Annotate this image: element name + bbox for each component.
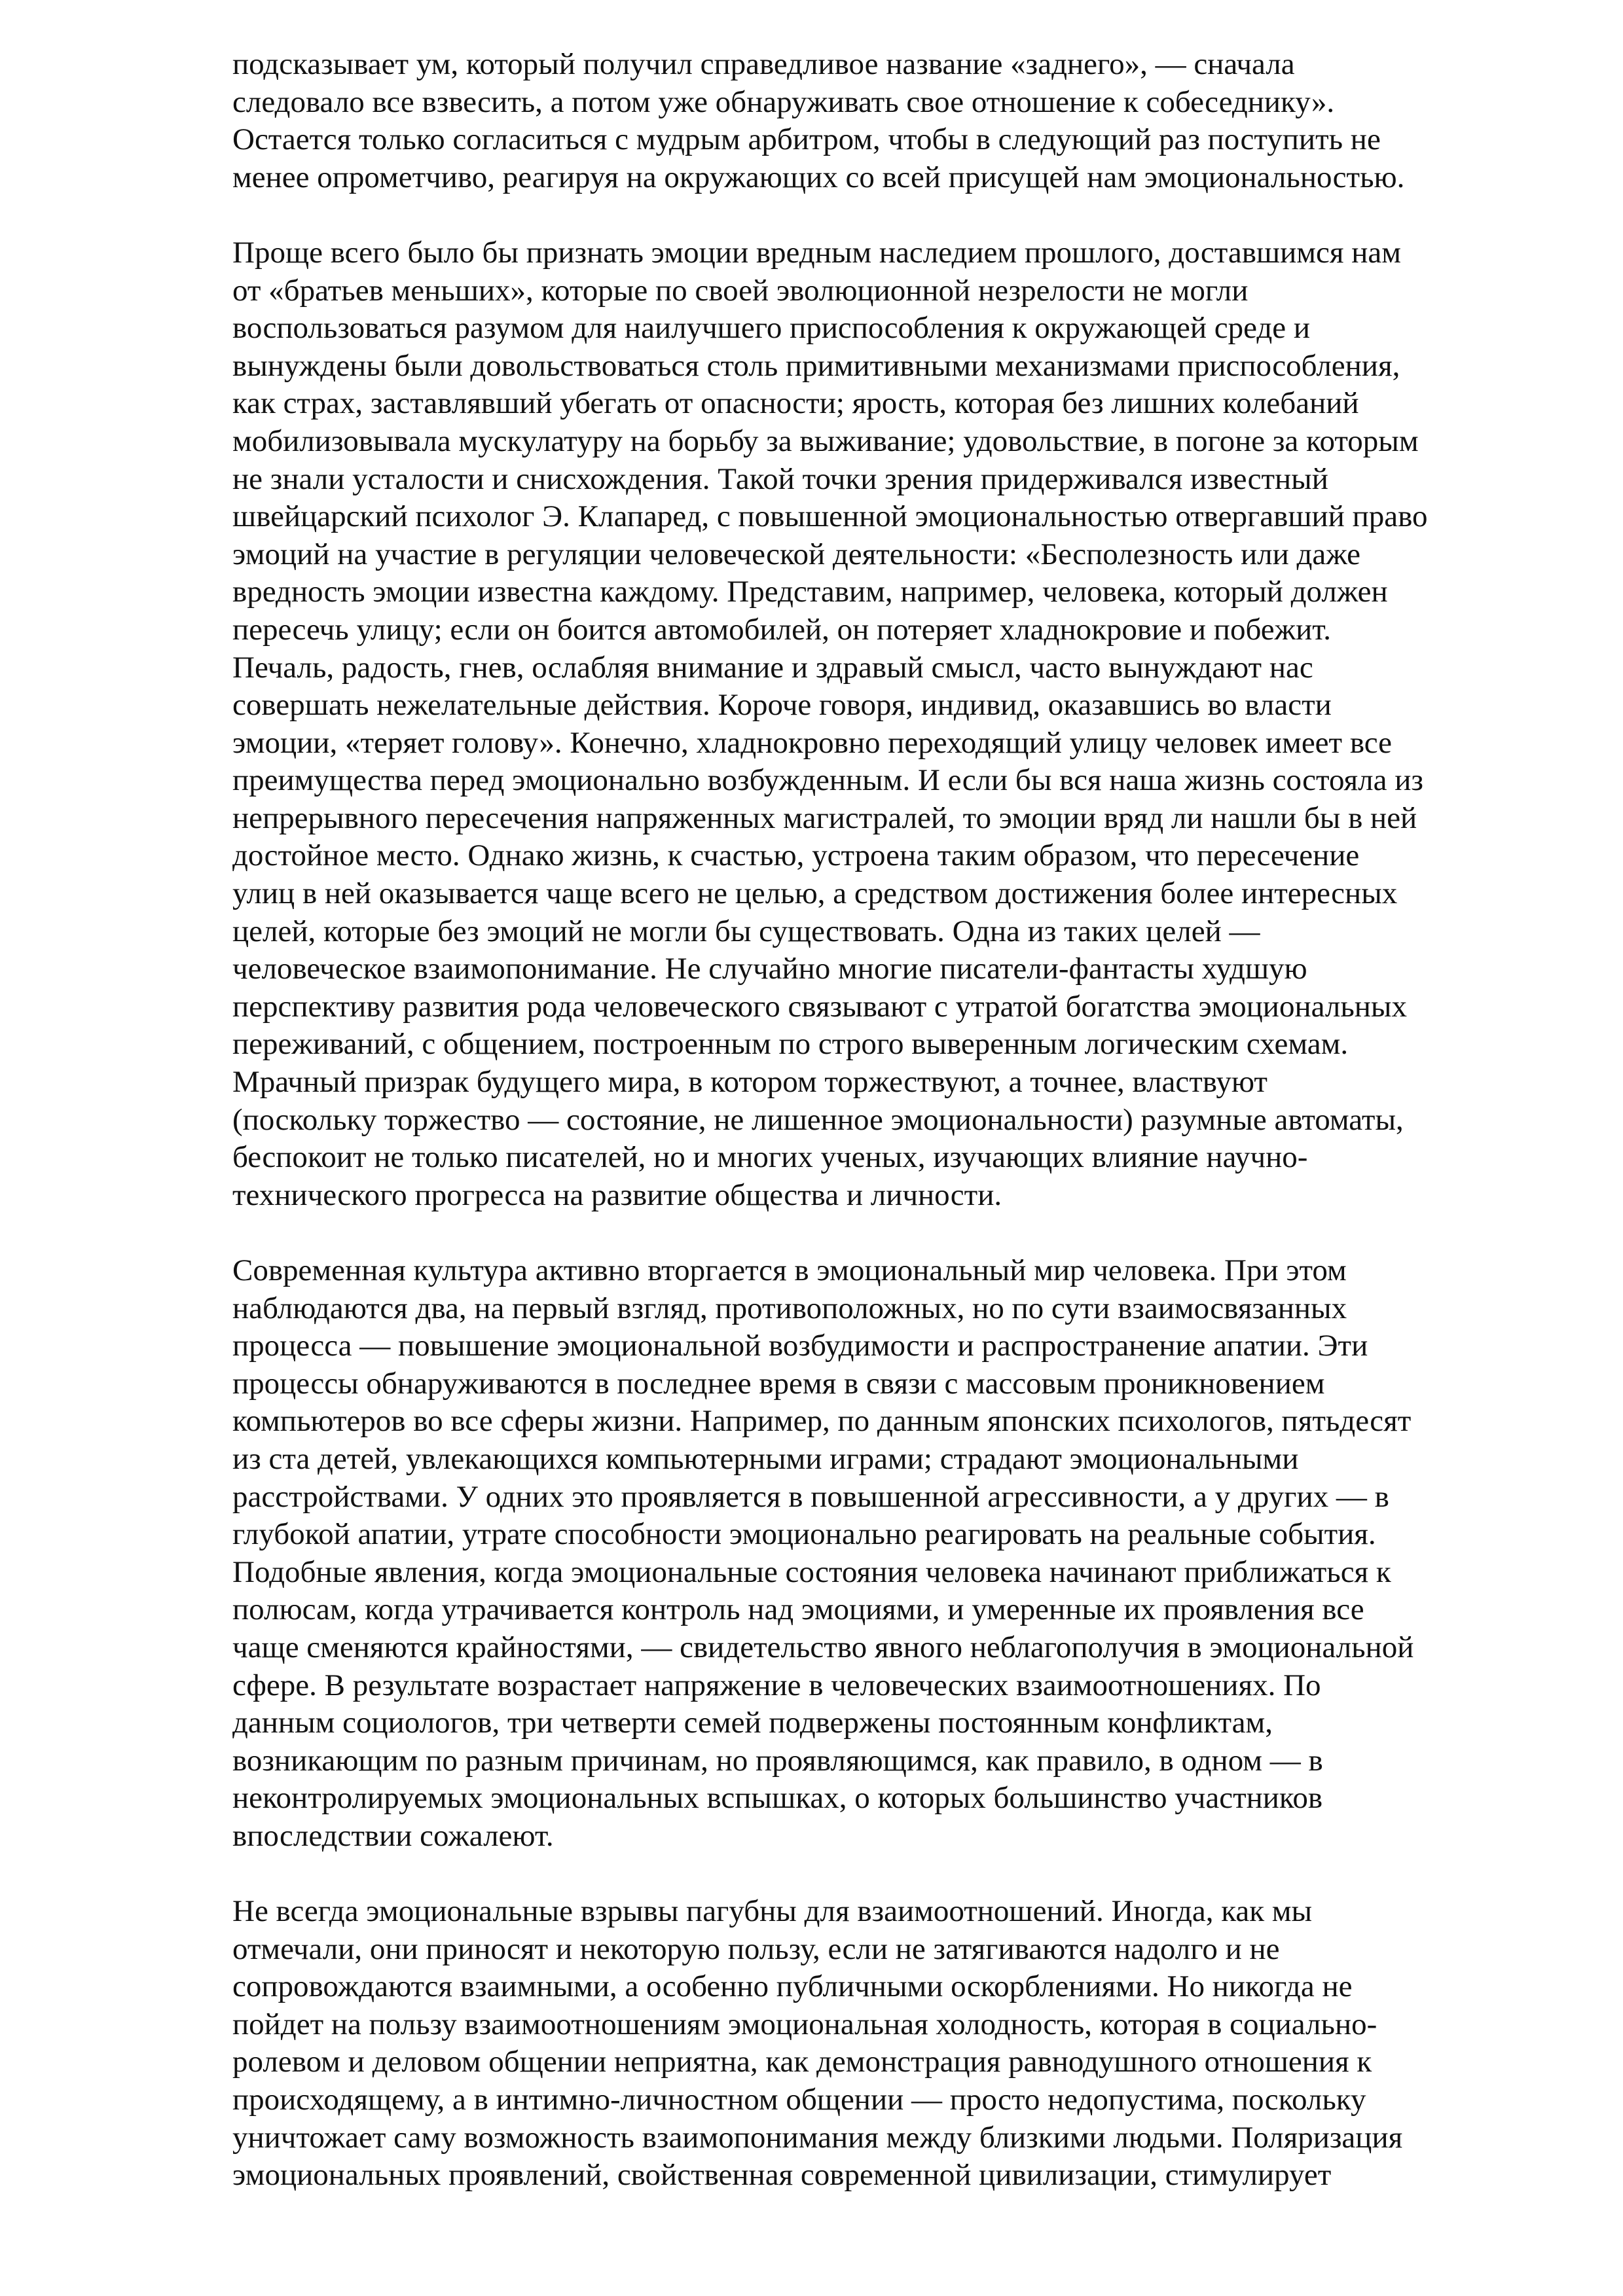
text-line: воспользоваться разумом для наилучшего приспособления к окружающей среде и (232, 311, 1311, 346)
text-line: возникающим по разным причинам, но проявляющимся, как правило, в одном — в (232, 1743, 1323, 1778)
text-line: сопровождаются взаимными, а особенно публичными оскорблениями. Но никогда не (232, 1969, 1353, 2004)
text-line: не знали усталости и снисхождения. Такой точки зрения придерживался известный (232, 461, 1328, 496)
text-line: полюсам, когда утрачивается контроль над эмоциями, и умеренные их проявления все (232, 1592, 1364, 1627)
text-line: непрерывного пересечения напряженных магистралей, то эмоции вряд ли нашли бы в ней (232, 800, 1417, 835)
text-line: Не всегда эмоциональные взрывы пагубны для взаимоотношений. Иногда, как мы (232, 1894, 1313, 1929)
text-line: впоследствии сожалеют. (232, 1818, 554, 1853)
text-line: эмоций на участие в регуляции человеческой деятельности: «Бесполезность или даже (232, 537, 1361, 571)
text-line: из ста детей, увлекающихся компьютерными играми; страдают эмоциональными (232, 1441, 1299, 1476)
document-page (232, 46, 1548, 2232)
text-line: эмоциональных проявлений, свойственная современной цивилизации, стимулирует (232, 2158, 1332, 2193)
text-line: улиц в ней оказывается чаще всего не целью, а средством достижения более интересных (232, 876, 1398, 911)
text-line: компьютеров во все сферы жизни. Например, по данным японских психологов, пятьдесят (232, 1404, 1412, 1439)
text-line: процесса — повышение эмоциональной возбудимости и распространение апатии. Эти (232, 1329, 1368, 1363)
text-line: процессы обнаруживаются в последнее время в связи с массовым проникновением (232, 1366, 1325, 1401)
text-line: Проще всего было бы признать эмоции вредным наследием прошлого, доставшимся нам (232, 235, 1401, 270)
text-line: как страх, заставлявший убегать от опасности; ярость, которая без лишних колебаний (232, 386, 1359, 421)
text-line: следовало все взвесить, а потом уже обнаруживать свое отношение к собеседнику». (232, 84, 1335, 119)
text-line: от «братьев меньших», которые по своей эволюционной незрелости не могли (232, 273, 1249, 308)
text-line: ролевом и деловом общении неприятна, как демонстрация равнодушного отношения к (232, 2045, 1372, 2079)
text-line: происходящему, а в интимно-личностном общении — просто недопустима, поскольку (232, 2083, 1366, 2117)
text-line: достойное место. Однако жизнь, к счастью, устроена таким образом, что пересечение (232, 838, 1360, 873)
text-line: чаще сменяются крайностями, — свидетельство явного неблагополучия в эмоциональной (232, 1630, 1414, 1664)
paragraph-1 (232, 46, 1548, 196)
text-line: Современная культура активно вторгается в эмоциональный мир человека. При этом (232, 1253, 1347, 1287)
text-line: мобилизовывала мускулатуру на борьбу за выживание; удовольствие, в погоне за которым (232, 423, 1419, 458)
text-line: вынуждены были довольствоваться столь примитивными механизмами приспособления, (232, 348, 1400, 383)
text-line: неконтролируемых эмоциональных вспышках, о которых большинство участников (232, 1781, 1323, 1816)
text-line: эмоции, «теряет голову». Конечно, хладнокровно переходящий улицу человек имеет все (232, 725, 1393, 760)
text-line: подсказывает ум, который получил справедливое название «заднего», — сначала (232, 47, 1295, 81)
text-line: отмечали, они приносят и некоторую пользу, если не затягиваются надолго и не (232, 1931, 1280, 1966)
text-line: Остается только согласиться с мудрым арбитром, чтобы в следующий раз поступить не (232, 122, 1381, 157)
text-line: глубокой апатии, утрате способности эмоционально реагировать на реальные события. (232, 1517, 1376, 1552)
paragraph-3 (232, 1252, 1548, 1856)
text-line: совершать нежелательные действия. Короче говоря, индивид, оказавшись во власти (232, 688, 1332, 723)
paragraph-2 (232, 234, 1548, 1214)
text-line: (поскольку торжество — состояние, не лишенное эмоциональности) разумные автоматы, (232, 1102, 1404, 1137)
text-line: беспокоит не только писателей, но и многих ученых, изучающих влияние научно- (232, 1140, 1308, 1175)
text-line: швейцарский психолог Э. Клапаред, с повышенной эмоциональностью отвергавший право (232, 499, 1428, 534)
text-line: расстройствами. У одних это проявляется в повышенной агрессивности, а у других — в (232, 1479, 1389, 1514)
paragraph-4 (232, 1893, 1548, 2195)
text-line: Печаль, радость, гнев, ослабляя внимание и здравый смысл, часто вынуждают нас (232, 650, 1313, 685)
text-line: преимущества перед эмоционально возбужденным. И если бы вся наша жизнь состояла из (232, 763, 1423, 798)
text-line: перспективу развития рода человеческого связывают с утратой богатства эмоциональных (232, 989, 1408, 1024)
text-line: менее опрометчиво, реагируя на окружающих со всей присущей нам эмоциональностью. (232, 160, 1405, 194)
text-line: сфере. В результате возрастает напряжение в человеческих взаимоотношениях. По (232, 1668, 1321, 1702)
text-line: Подобные явления, когда эмоциональные состояния человека начинают приближаться к (232, 1554, 1391, 1589)
text-line: переживаний, с общением, построенным по строго выверенным логическим схемам. (232, 1027, 1349, 1062)
text-line: целей, которые без эмоций не могли бы существовать. Одна из таких целей — (232, 914, 1260, 948)
text-line: уничтожает саму возможность взаимопонимания между близкими людьми. Поляризация (232, 2120, 1403, 2155)
text-line: пересечь улицу; если он боится автомобилей, он потеряет хладнокровие и побежит. (232, 612, 1331, 647)
text-line: пойдет на пользу взаимоотношениям эмоциональная холодность, которая в социально- (232, 2007, 1377, 2041)
text-line: данным социологов, три четверти семей подвержены постоянным конфликтам, (232, 1706, 1273, 1740)
text-line: наблюдаются два, на первый взгляд, противоположных, но по сути взаимосвязанных (232, 1291, 1347, 1325)
text-line: вредность эмоции известна каждому. Представим, например, человека, который должен (232, 575, 1388, 609)
text-line: Мрачный призрак будущего мира, в котором торжествуют, а точнее, властвуют (232, 1065, 1267, 1100)
text-line: человеческое взаимопонимание. Не случайно многие писатели-фантасты худшую (232, 952, 1307, 986)
text-line: технического прогресса на развитие общества и личности. (232, 1177, 1002, 1212)
